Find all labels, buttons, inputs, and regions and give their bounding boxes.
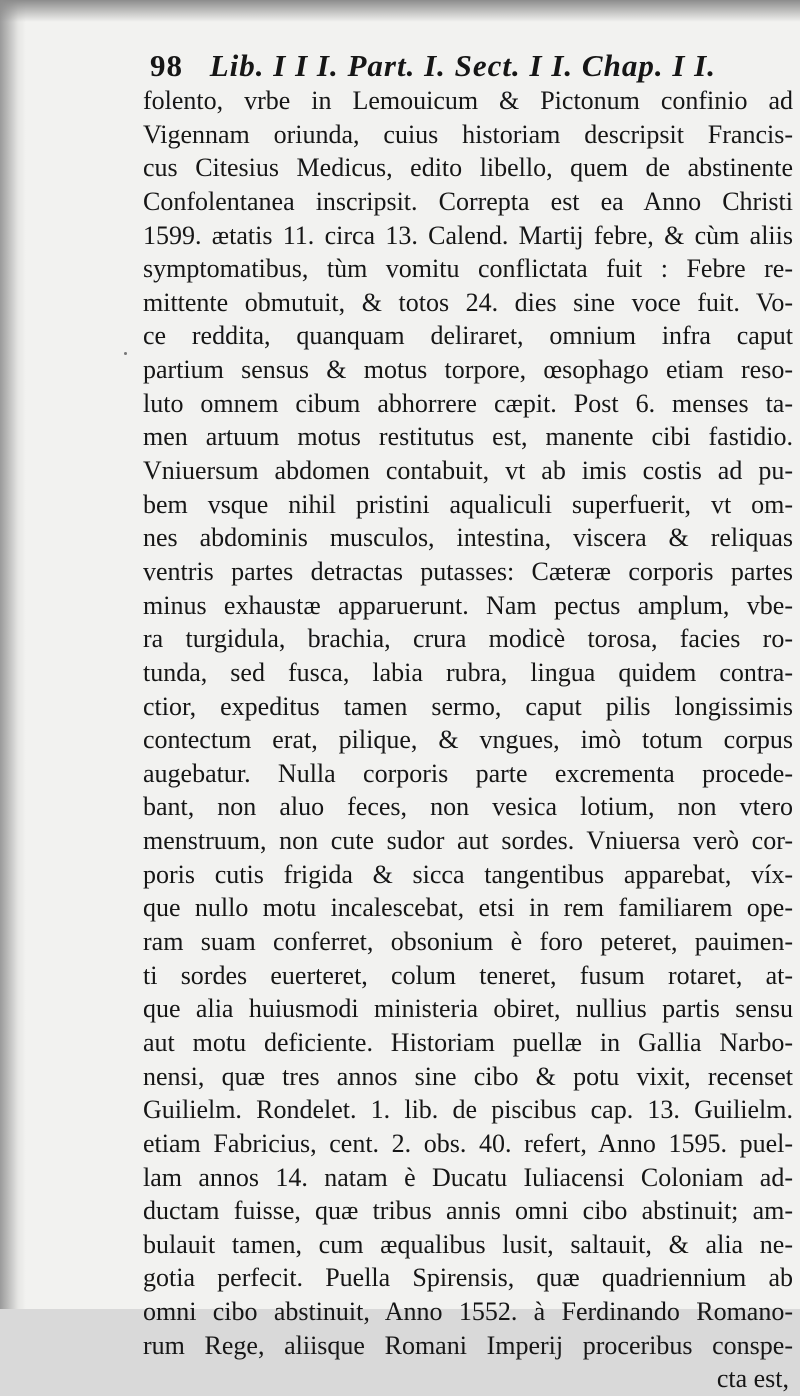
text-line: augebatur. Nulla corporis parte excrementa procede-: [143, 758, 793, 788]
text-line: bant, non aluo feces, non vesica lotium, non vtero: [143, 792, 793, 822]
text-line: 1599. ætatis 11. circa 13. Calend. Martij febre, & cùm aliis: [143, 220, 793, 250]
text-line: bulauit tamen, cum æqualibus lusit, saltauit, & alia ne-: [143, 1229, 793, 1259]
text-line: men artuum motus restitutus est, manente cibi fastidio.: [143, 422, 793, 452]
text-line: ctior, expeditus tamen sermo, caput pilis longissimis: [143, 691, 793, 721]
gutter-shadow: [0, 0, 26, 1309]
text-line: ventris partes detractas putasses: Cæteræ corporis partes: [143, 556, 793, 586]
text-line: partium sensus & motus torpore, œsophago etiam reso-: [143, 355, 793, 385]
text-line: cus Citesius Medicus, edito libello, quem de abstinente: [143, 153, 793, 183]
text-line: ram suam conferret, obsonium è foro peteret, pauimen-: [143, 927, 793, 957]
running-header: [150, 48, 716, 84]
text-line: cta est,: [716, 1364, 789, 1394]
margin-speck: [124, 352, 127, 355]
text-line: que nullo motu incalescebat, etsi in rem familiarem ope-: [143, 893, 793, 923]
page-number: 98: [150, 48, 183, 83]
text-line: Vniuersum abdomen contabuit, vt ab imis costis ad pu-: [143, 456, 793, 486]
text-line: etiam Fabricius, cent. 2. obs. 40. refert, Anno 1595. puel-: [143, 1128, 793, 1158]
text-line: mittente obmutuit, & totos 24. dies sine voce fuit. Vo-: [143, 287, 793, 317]
text-line: bem vsque nihil pristini aqualiculi superfuerit, vt om-: [143, 489, 793, 519]
text-line: poris cutis frigida & sicca tangentibus apparebat, víx-: [143, 859, 793, 889]
text-line: omni cibo abstinuit, Anno 1552. à Ferdinando Romano-: [143, 1297, 793, 1327]
text-line: ra turgidula, brachia, crura modicè torosa, facies ro-: [143, 624, 793, 654]
text-line: aut motu deficiente. Historiam puellæ in Gallia Narbo-: [143, 1027, 793, 1057]
text-line: ti sordes euerteret, colum teneret, fusum rotaret, at-: [143, 960, 793, 990]
text-line: luto omnem cibum abhorrere cæpit. Post 6. menses ta-: [143, 388, 793, 418]
text-line: lam annos 14. natam è Ducatu Iuliacensi Coloniam ad-: [143, 1162, 793, 1192]
text-line: nes abdominis musculos, intestina, viscera & reliquas: [143, 523, 793, 553]
text-line: rum Rege, aliisque Romani Imperij proceribus conspe-: [143, 1330, 793, 1360]
text-line: nensi, quæ tres annos sine cibo & potu vixit, recenset: [143, 1061, 793, 1091]
running-title: Lib. I I I. Part. I. Sect. I I. Chap. I I.: [209, 48, 716, 83]
text-line: Confolentanea inscripsit. Correpta est ea Anno Christi: [143, 186, 793, 216]
text-line: symptomatibus, tùm vomitu conflictata fuit : Febre re-: [143, 254, 793, 284]
text-line: folento, vrbe in Lemouicum & Pictonum confinio ad: [143, 86, 793, 115]
text-line: menstruum, non cute sudor aut sordes. Vniuersa verò cor-: [143, 826, 793, 856]
text-line: gotia perfecit. Puella Spirensis, quæ quadriennium ab: [143, 1263, 793, 1293]
text-line: tunda, sed fusca, labia rubra, lingua quidem contra-: [143, 657, 793, 687]
text-line: ductam fuisse, quæ tribus annis omni cibo abstinuit; am-: [143, 1196, 793, 1226]
text-line: ce reddita, quanquam deliraret, omnium infra caput: [143, 321, 793, 351]
text-line: Vigennam oriunda, cuius historiam descripsit Francis-: [143, 119, 793, 149]
text-line: Guilielm. Rondelet. 1. lib. de piscibus cap. 13. Guilielm.: [143, 1095, 793, 1125]
body-text: [143, 84, 793, 1396]
top-edge-shadow: [0, 0, 800, 22]
text-line: contectum erat, pilique, & vngues, imò totum corpus: [143, 725, 793, 755]
text-line: que alia huiusmodi ministeria obiret, nullius partis sensu: [143, 994, 793, 1024]
text-line: minus exhaustæ apparuerunt. Nam pectus amplum, vbe-: [143, 590, 793, 620]
